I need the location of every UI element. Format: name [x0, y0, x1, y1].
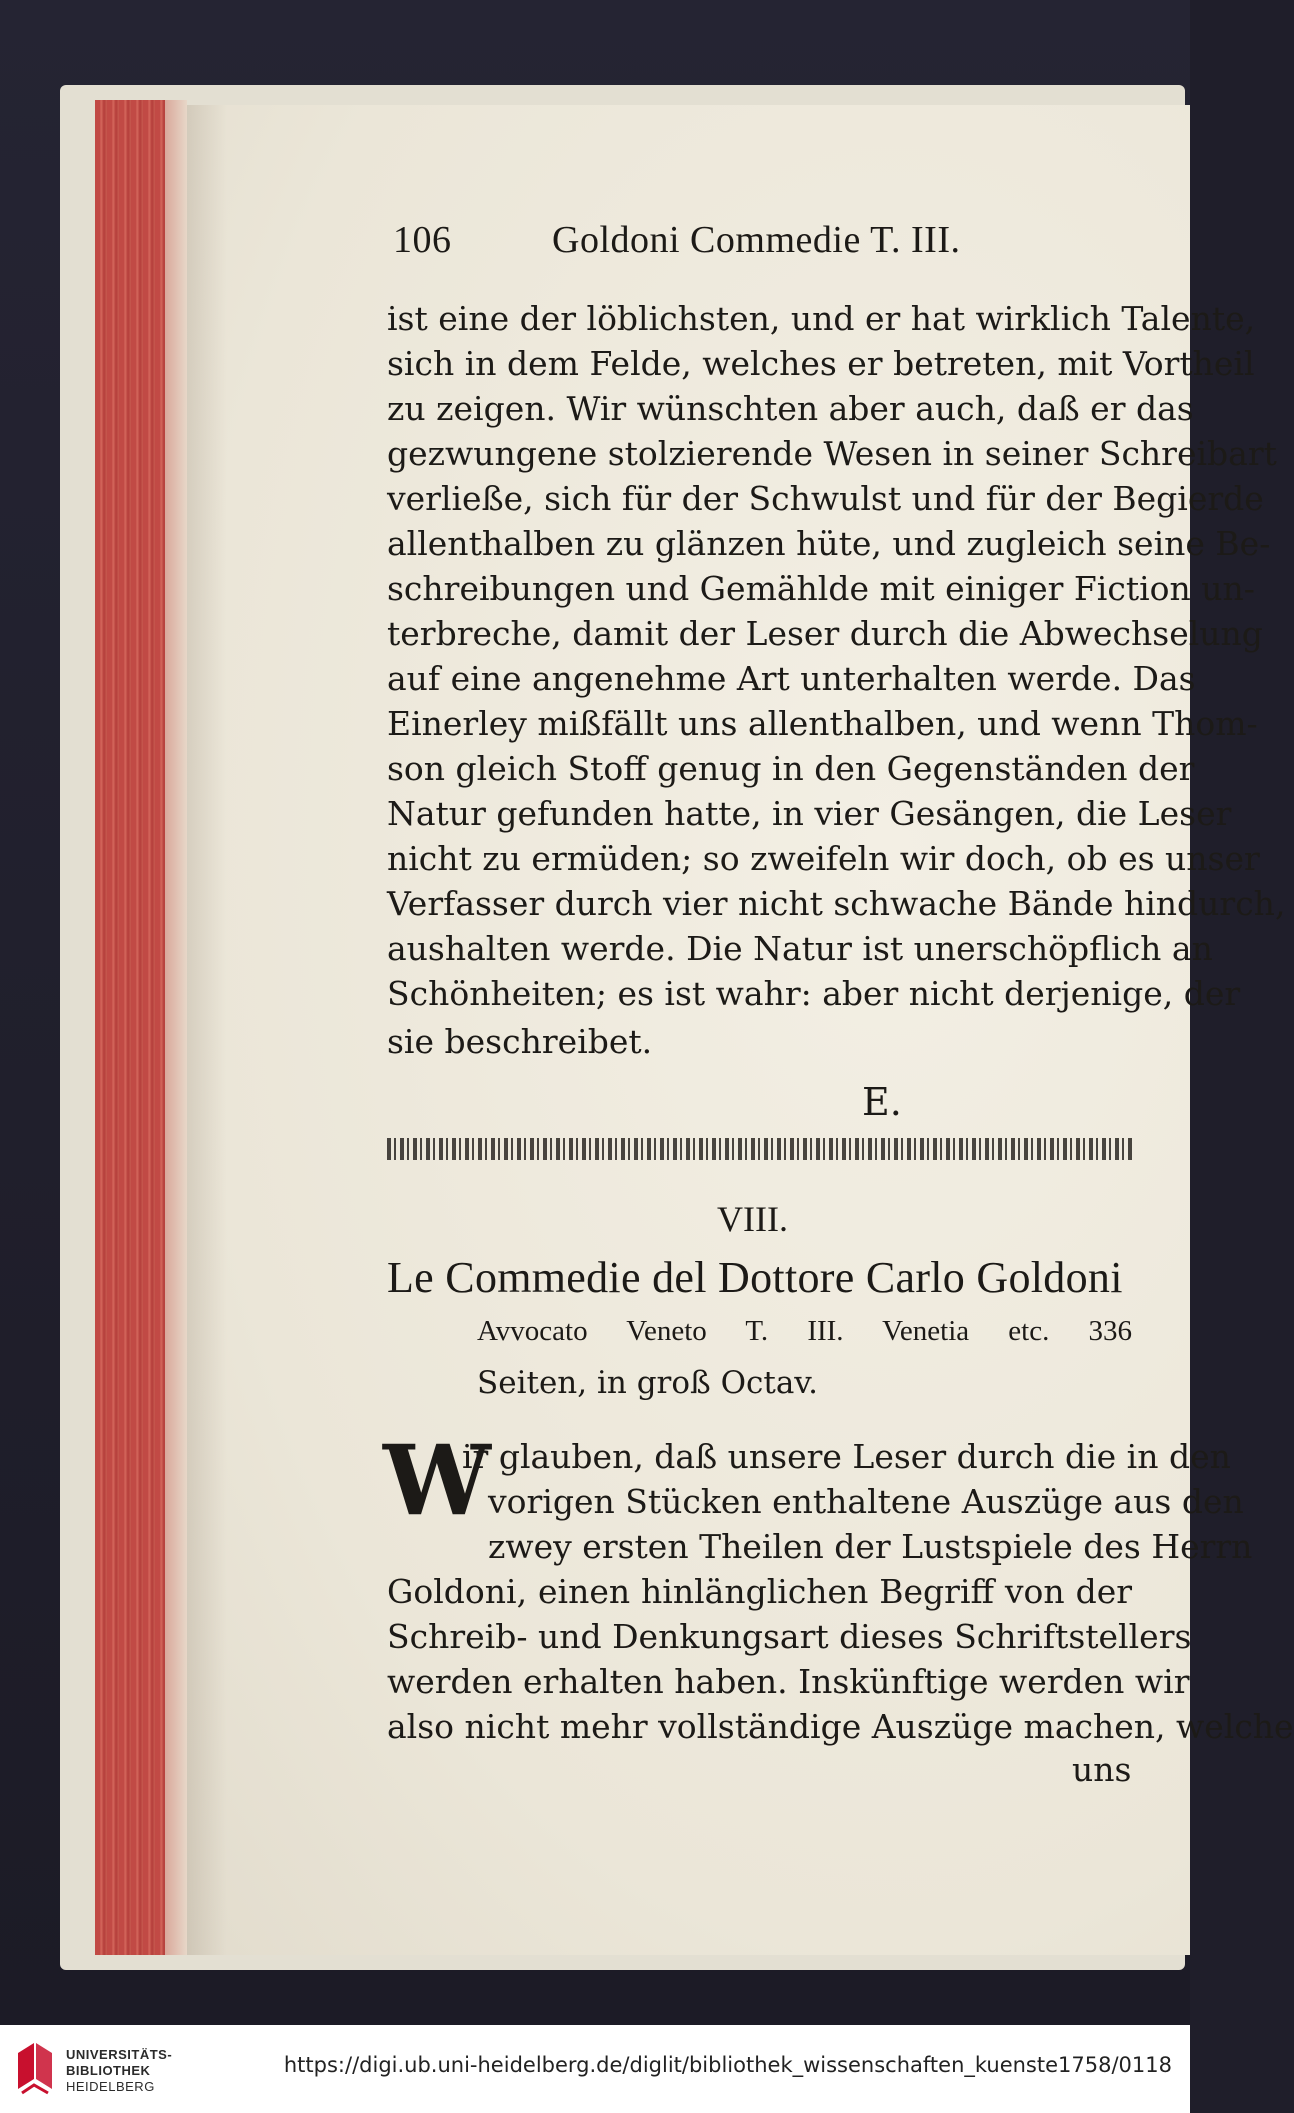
section-subtitle-line2: Seiten, in groß Octav. [477, 1365, 818, 1401]
body-line: Schönheiten; es ist wahr: aber nicht derjenige, der [387, 974, 1241, 1013]
permalink-url[interactable]: https://digi.ub.uni-heidelberg.de/diglit/bibliothek_wissenschaften_kuenste1758/0118 [283, 2053, 1172, 2077]
body-line: aushalten werde. Die Natur ist unerschöpflich an [387, 929, 1213, 968]
section-number: VIII. [717, 1199, 788, 1239]
body-line: also nicht mehr vollständige Auszüge machen, welche [387, 1707, 1294, 1746]
body-line: terbreche, damit der Leser durch die Abwechselung [387, 614, 1263, 653]
body-line: Natur gefunden hatte, in vier Gesängen, die Leser [387, 794, 1232, 833]
logo-text-line2: BIBLIOTHEK [66, 2063, 151, 2078]
viewer-footer [0, 2025, 1190, 2113]
body-line: auf eine angenehme Art unterhalten werde. Das [387, 659, 1196, 698]
running-title: Goldoni Commedie T. III. [552, 219, 961, 261]
gutter-shadow [187, 105, 227, 1955]
page-number: 106 [393, 219, 452, 261]
logo-text-line3: HEIDELBERG [66, 2079, 155, 2094]
page-edges-inner [165, 100, 187, 1955]
body-line: werden erhalten haben. Inskünftige werden wir [387, 1662, 1190, 1701]
library-logo-icon [14, 2039, 56, 2099]
body-last-line: sie beschreibet. [387, 1022, 653, 1061]
body-line: ir glauben, daß unsere Leser durch die in den [462, 1437, 1231, 1476]
body-line: Goldoni, einen hinlänglichen Begriff von der [387, 1572, 1132, 1611]
body-line: ist eine der löblichsten, und er hat wirklich Talente, [387, 299, 1256, 338]
catchword: uns [1072, 1750, 1132, 1789]
body-line: allenthalben zu glänzen hüte, und zugleich seine Be- [387, 524, 1271, 563]
body-line: vorigen Stücken enthaltene Auszüge aus den [488, 1482, 1244, 1521]
section-subtitle-line1: Avvocato Veneto T. III. Venetia etc. 336 [477, 1315, 1132, 1347]
body-line: Einerley mißfällt uns allenthalben, und wenn Thom- [387, 704, 1258, 743]
body-line: verließe, sich für der Schwulst und für der Begierde [387, 479, 1264, 518]
body-line: zu zeigen. Wir wünschten aber auch, daß er das [387, 389, 1194, 428]
body-line: sich in dem Felde, welches er betreten, mit Vortheil [387, 344, 1255, 383]
drop-cap: W [383, 1424, 491, 1537]
body-line: schreibungen und Gemählde mit einiger Fiction un- [387, 569, 1255, 608]
body-line: son gleich Stoff genug in den Gegenständen der [387, 749, 1195, 788]
logo-text-line1: UNIVERSITÄTS- [66, 2047, 173, 2062]
ornamental-rule [387, 1138, 1132, 1160]
body-line: Schreib- und Denkungsart dieses Schriftstellers [387, 1617, 1192, 1656]
review-signature: E. [862, 1080, 902, 1124]
body-line: gezwungene stolzierende Wesen in seiner Schreibart [387, 434, 1277, 473]
body-line: zwey ersten Theilen der Lustspiele des Herrn [488, 1527, 1253, 1566]
body-line: Verfasser durch vier nicht schwache Bände hindurch, [387, 884, 1286, 923]
body-line: nicht zu ermüden; so zweifeln wir doch, ob es unser [387, 839, 1260, 878]
section-title: Le Commedie del Dottore Carlo Goldoni [387, 1253, 1123, 1302]
